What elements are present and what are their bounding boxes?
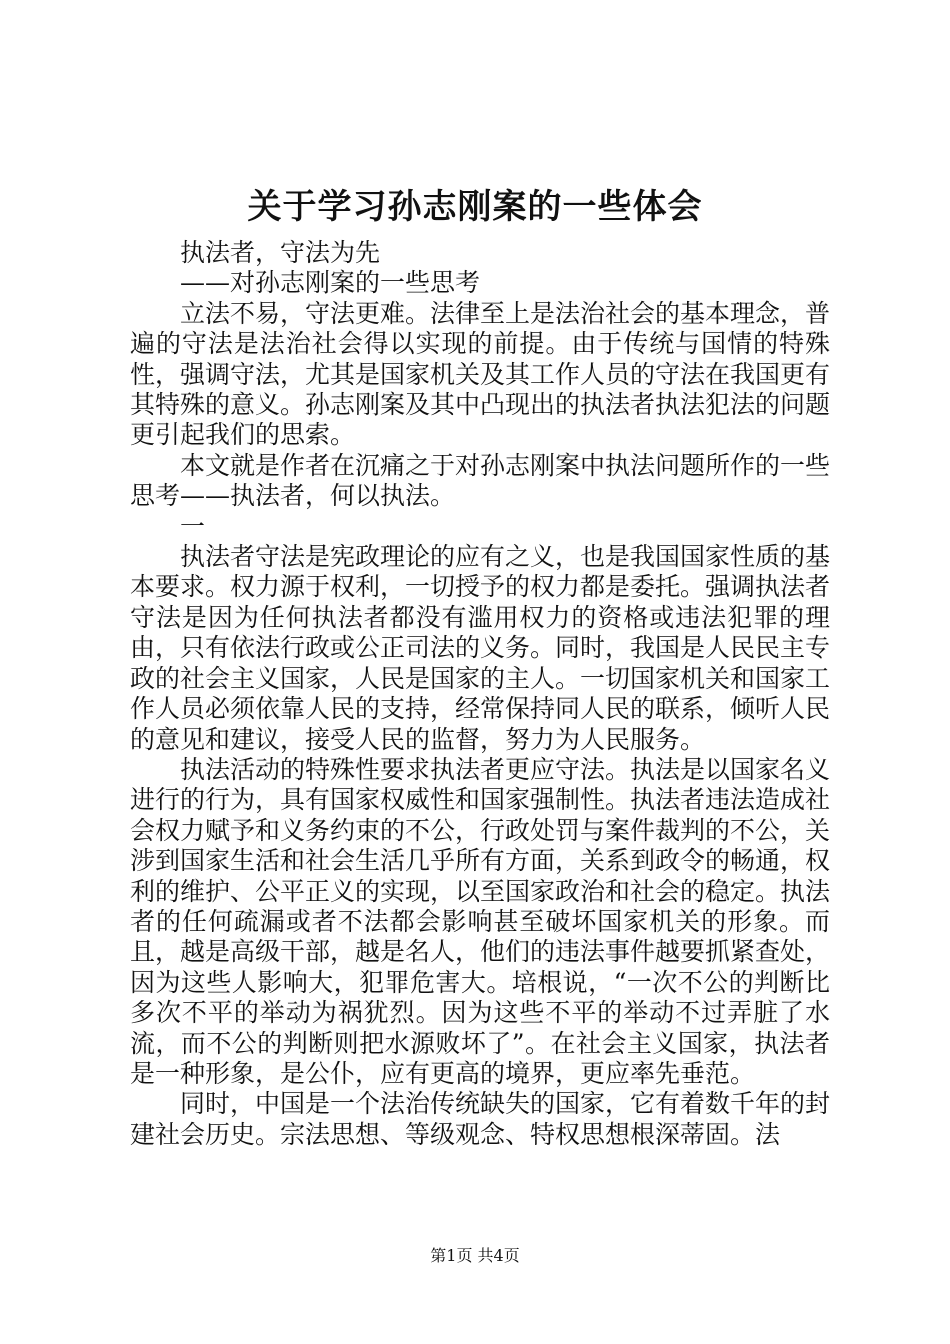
document-title: 关于学习孙志刚案的一些体会 xyxy=(247,187,703,227)
paragraph: 立法不易，守法更难。法律至上是法治社会的基本理念，普遍的守法是法治社会得以实现的前提。由于传统与国情的特殊性，强调守法，尤其是国家机关及其工作人员的守法在我国更有其特殊的意义。孙志刚案及其中凸现出的执法者执法犯法的问题更引起我们的思索。 xyxy=(130,298,831,450)
page-footer: 第1页 共4页 xyxy=(430,1246,520,1265)
paragraph: 同时，中国是一个法治传统缺失的国家，它有着数千年的封建社会历史。宗法思想、等级观念、特权思想根深蒂固。法 xyxy=(130,1089,831,1149)
paragraph: 执法活动的特殊性要求执法者更应守法。执法是以国家名义进行的行为，具有国家权威性和国家强制性。执法者违法造成社会权力赋予和义务约束的不公，行政处罚与案件裁判的不公，关涉到国家生活和社会生活几乎所有方面，关系到政令的畅通，权利的维护、公平正义的实现，以至国家政治和社会的稳定。执法者的任何疏漏或者不法都会影响甚至破坏国家机关的形象。而且，越是高级干部，越是名人，他们的违法事件越要抓紧查处，因为这些人影响大，犯罪危害大。培根说，“一次不公的判断比多次不平的举动为祸犹烈。因为这些不平的举动不过弄脏了水流，而不公的判断则把水源败坏了”。在社会主义国家，执法者是一种形象，是公仆，应有更高的境界，更应率先垂范。 xyxy=(130,754,831,1088)
section-number: 一 xyxy=(180,511,206,541)
paragraph: 执法者守法是宪政理论的应有之义，也是我国国家性质的基本要求。权力源于权利，一切授予的权力都是委托。强调执法者守法是因为任何执法者都没有滥用权力的资格或违法犯罪的理由，只有依法行政或公正司法的义务。同时，我国是人民民主专政的社会主义国家，人民是国家的主人。一切国家机关和国家工作人员必须依靠人民的支持，经常保持同人民的联系，倾听人民的意见和建议，接受人民的监督，努力为人民服务。 xyxy=(130,542,831,754)
subtitle-secondary: ——对孙志刚案的一些思考 xyxy=(180,268,481,298)
subtitle-line: 执法者，守法为先 xyxy=(180,238,381,267)
paragraph: 本文就是作者在沉痛之于对孙志刚案中执法问题所作的一些思考——执法者，何以执法。 xyxy=(130,450,831,511)
document-body xyxy=(130,238,830,1150)
